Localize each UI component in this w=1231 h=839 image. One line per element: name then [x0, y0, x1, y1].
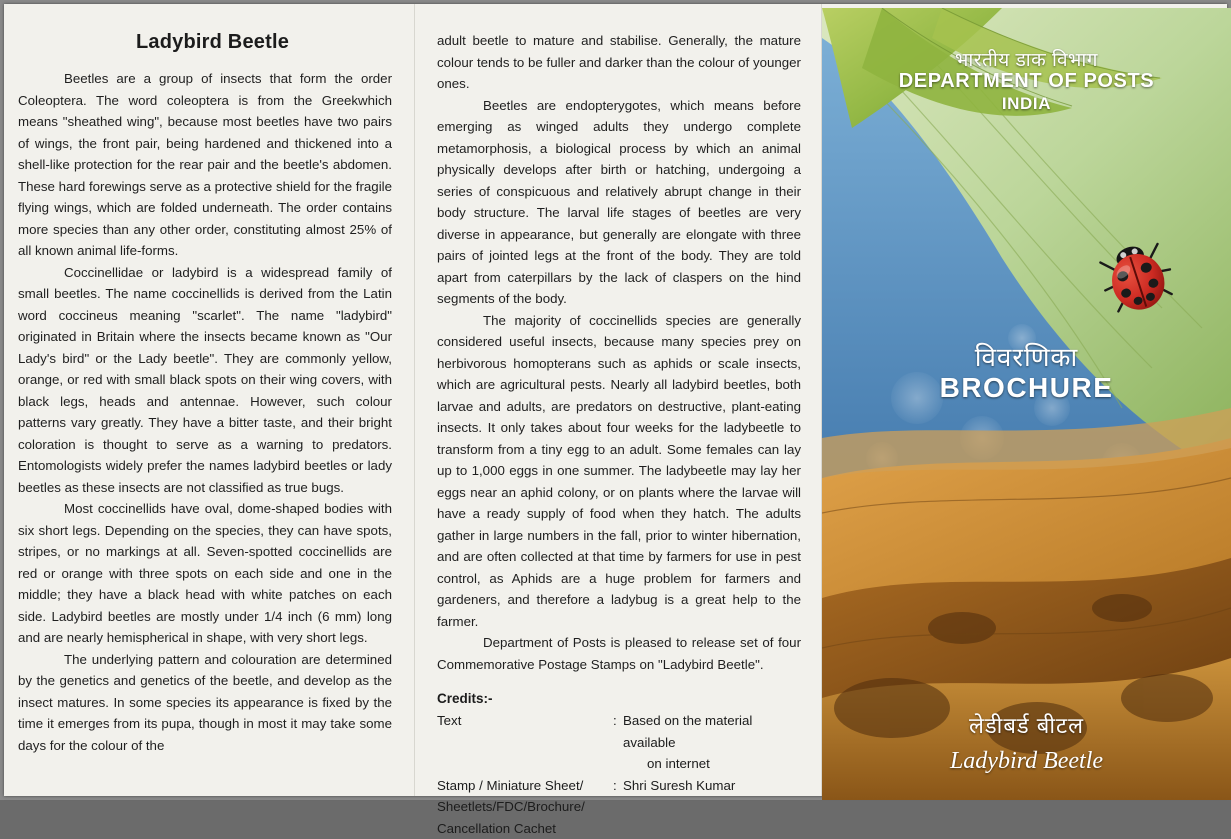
credit-separator: : [613, 710, 623, 732]
credit-value [623, 710, 801, 775]
credit-value-line2: on internet [623, 753, 801, 775]
paragraph: The majority of coccinellids species are generally considered useful insects, because many species prey on herbivorous homopterans such as aphids or scale insects, which are agricultural pests. Nearly all ladybird beetles, both larvae and adults, are predators on destructive, plant-eating insects. It only takes about four weeks for the ladybeetle to transform from a tiny egg to an adult. Some females can lay up to 1,000 eggs in one summer. The ladybeetle may lay her eggs near an aphid colony, or on plants where the larvae will have a ready supply of food when they hatch. The adults gather in large numbers in the fall, prior to winter hibernation, and are often collected at that time by farmers for use in pest control, as Aphids are a huge problem for farmers and gardeners, and therefore a ladybug is a great help to the farmer. [437, 310, 801, 633]
subject-title-hindi: लेडीबर्ड बीटल [822, 710, 1231, 740]
credit-value [623, 775, 801, 797]
paragraph: Coccinellidae or ladybird is a widespread family of small beetles. The name coccinellids is derived from the Latin word coccineus meaning "scarlet". The name "ladybird" originated in Britain where the insects became known as "Our Lady's bird" or the Lady beetle". They are commonly yellow, orange, or red with small black spots on their wing covers, with black legs, heads and antennae. However, such colour patterns vary greatly. They have a bitter taste, and their bright coloration is thought to serve as a warning to predators. Entomologists widely prefer the names ladybird beetles or lady beetles as these insects are not classified as true bugs. [18, 262, 392, 499]
credit-row [437, 710, 801, 775]
paragraph: Beetles are endopterygotes, which means before emerging as winged adults they undergo complete metamorphosis, a biological process by which an animal physically develops after birth or hatching, undergoing a series of conspicuous and relatively abrupt change in their body structure. The larval life stages of beetles are very diverse in appearance, but generally are elongate with three pairs of jointed legs at the front of the body. They are told apart from caterpillars by the lack of claspers on the hind segments of the body. [437, 95, 801, 310]
subject-title-english: Ladybird Beetle [822, 748, 1231, 775]
credit-label: Stamp / Miniature Sheet/ Sheetlets/FDC/Brochure/ Cancellation Cachet [437, 775, 613, 839]
credit-label: Text [437, 710, 613, 732]
paragraph: adult beetle to mature and stabilise. Generally, the mature colour tends to be fuller and darker than the colour of younger ones. [437, 30, 801, 95]
credits-list [437, 710, 801, 839]
cover-artwork [822, 8, 1231, 800]
brochure-paper [4, 4, 1227, 796]
left-text-column [8, 4, 414, 796]
paragraph: Most coccinellids have oval, dome-shaped bodies with six short legs. Depending on the species, they can have spots, stripes, or no markings at all. Seven-spotted coccinellids are red or orange with three spots on each side and one in the middle; they have a black head with white patches on each side. Ladybird beetles are mostly under 1/4 inch (6 mm) long and are nearly hemispherical in shape, with very short legs. [18, 498, 392, 649]
country-label: INDIA [822, 94, 1231, 114]
paragraph: The underlying pattern and colouration are determined by the genetics and genetics of the beetle, and develop as the insect matures. In some species its appearance is fixed by the time it emerges from its pupa, though in most it may take some days for the colour of the [18, 649, 392, 757]
credit-separator: : [613, 775, 623, 797]
department-name-hindi: भारतीय डाक विभाग [822, 46, 1231, 72]
credit-value-line1: Shri Suresh Kumar [623, 778, 735, 793]
paragraph: Beetles are a group of insects that form the order Coleoptera. The word coleoptera is from the Greekwhich means "sheathed wing", because most beetles have two pairs of wings, the front pair, being hardened and thickened into a shell-like protection for the rear pair and the beetle's abdomen. These hard forewings serve as a protective shield for the fragile flying wings, which are folded underneath. The order contains more species than any other order, constituting almost 25% of all known animal life-forms. [18, 68, 392, 262]
paragraph: Department of Posts is pleased to release set of four Commemorative Postage Stamps on "Ladybird Beetle". [437, 632, 801, 675]
credit-value-line1: Based on the material available [623, 713, 752, 750]
page-title: Ladybird Beetle [136, 31, 392, 54]
right-text-column [415, 4, 821, 796]
brochure-label-english: BROCHURE [822, 372, 1231, 404]
cover-panel [822, 8, 1231, 800]
department-name-english: DEPARTMENT OF POSTS [822, 70, 1231, 93]
brochure-label-hindi: विवरणिका [822, 338, 1231, 374]
credit-row [437, 775, 801, 839]
credits-heading: Credits:- [437, 691, 801, 706]
